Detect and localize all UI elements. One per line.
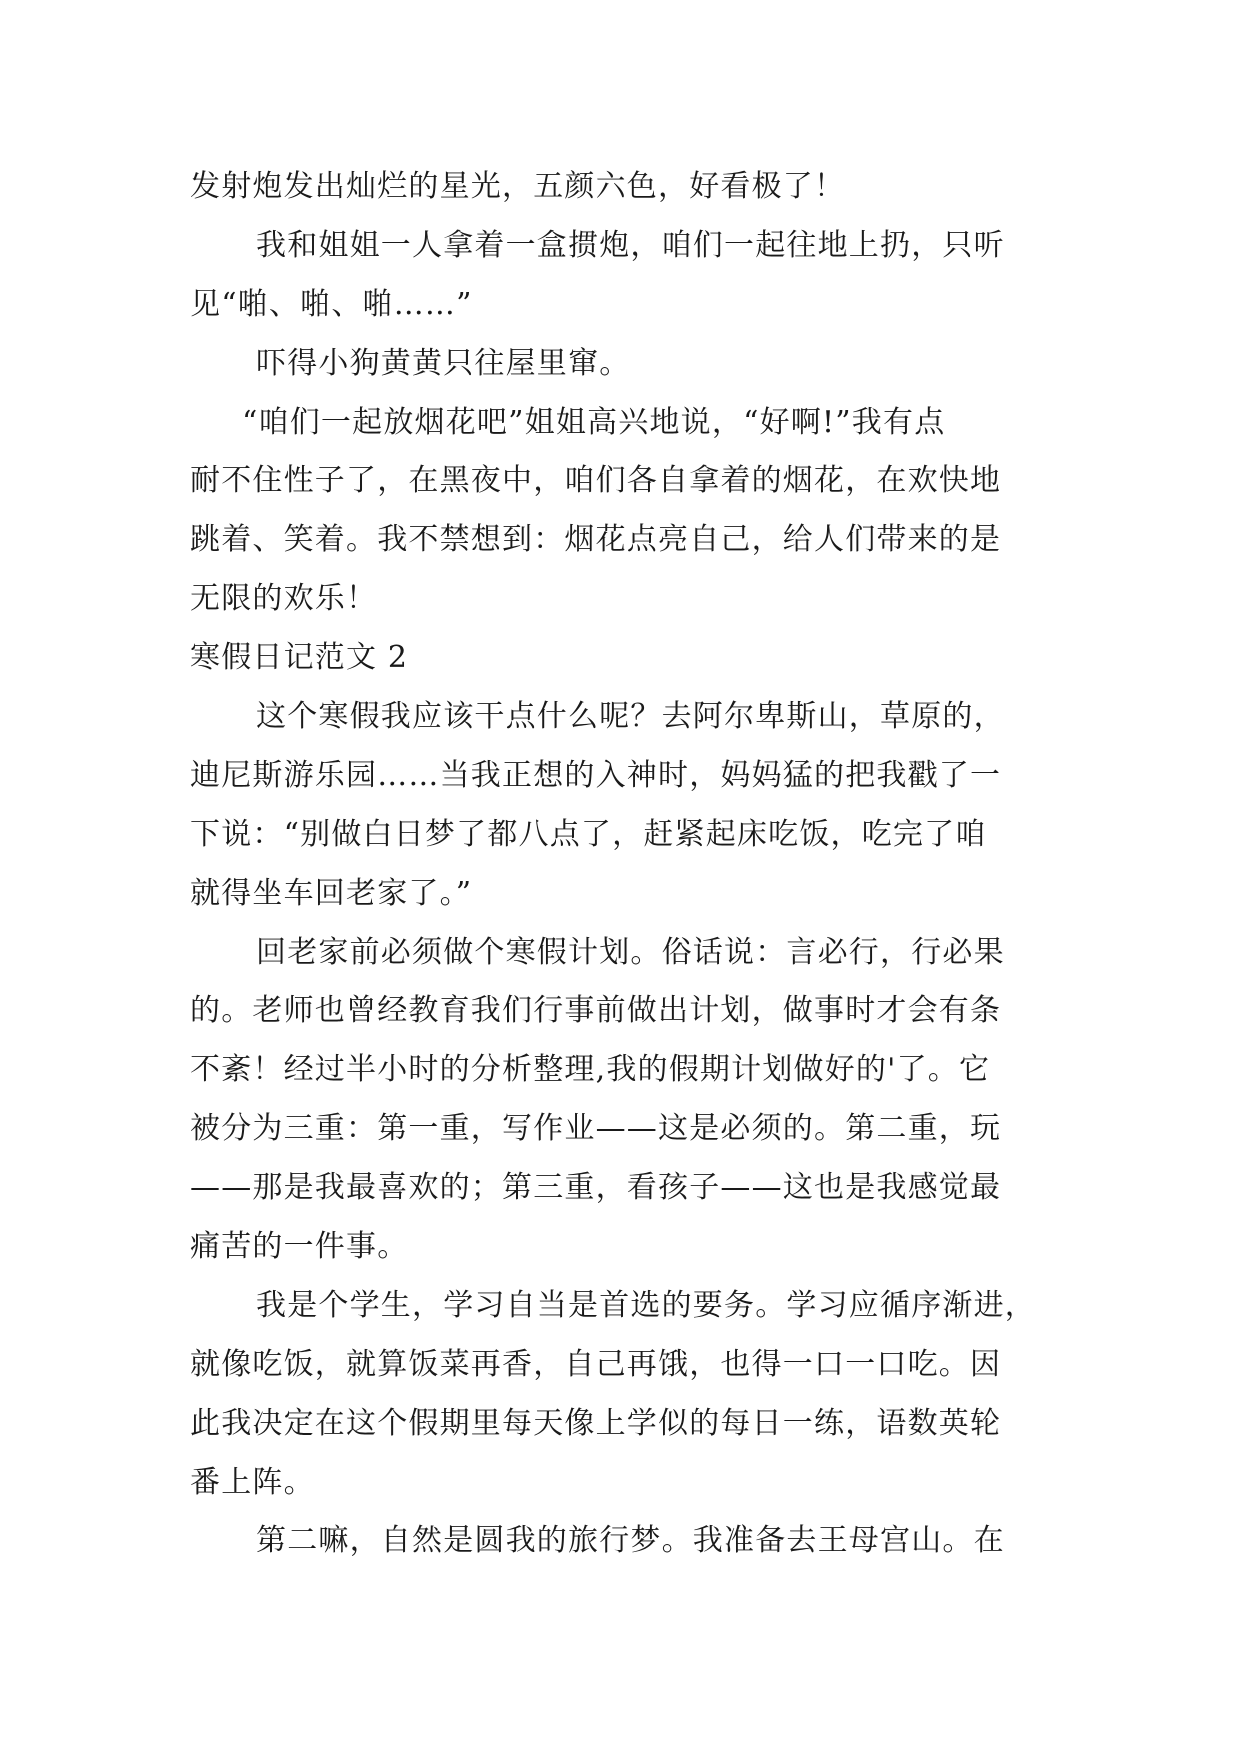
text-line: 就得坐车回老家了。” — [190, 875, 473, 911]
text-line: “咱们一起放烟花吧”姐姐高兴地说，“好啊!”我有点 — [242, 404, 946, 440]
text-line: 不紊！经过半小时的分析整理,我的假期计划做好的'了。它 — [190, 1052, 991, 1088]
text-line: 这个寒假我应该干点什么呢？去阿尔卑斯山，草原的， — [256, 699, 1005, 735]
text-line: 下说：“别做白日梦了都八点了，赶紧起床吃饭，吃完了咱 — [190, 816, 987, 852]
text-line: 回老家前必须做个寒假计划。俗话说：言必行，行必果 — [256, 934, 1005, 970]
text-line: 吓得小狗黄黄只往屋里窜。 — [256, 345, 631, 381]
text-line: 耐不住性子了，在黑夜中，咱们各自拿着的烟花，在欢快地 — [190, 463, 1002, 499]
document-body — [190, 158, 1060, 1571]
text-line: 跳着、笑着。我不禁想到：烟花点亮自己，给人们带来的是 — [190, 522, 1002, 558]
text-line: 我和姐姐一人拿着一盒掼炮，咱们一起往地上扔，只听 — [256, 227, 1005, 263]
text-line: 发射炮发出灿烂的星光，五颜六色，好看极了！ — [190, 169, 846, 204]
text-line: 无限的欢乐！ — [190, 581, 378, 617]
text-line: 迪尼斯游乐园……当我正想的入神时，妈妈猛的把我戳了一 — [190, 757, 1002, 793]
section-heading: 寒假日记范文 2 — [190, 640, 409, 676]
text-line: ——那是我最喜欢的；第三重，看孩子——这也是我感觉最 — [190, 1170, 1002, 1206]
text-line: 的。老师也曾经教育我们行事前做出计划，做事时才会有条 — [190, 993, 1002, 1029]
text-line: 痛苦的一件事。 — [190, 1229, 409, 1265]
text-line: 第二嘛，自然是圆我的旅行梦。我准备去王母宫山。在 — [256, 1523, 1005, 1559]
text-line: 番上阵。 — [190, 1464, 315, 1500]
text-line: 见“啪、啪、啪……” — [190, 286, 473, 322]
text-line: 我是个学生，学习自当是首选的要务。学习应循序渐进， — [256, 1287, 1036, 1323]
text-line: 就像吃饭，就算饭菜再香，自己再饿，也得一口一口吃。因 — [190, 1346, 1002, 1382]
text-line: 此我决定在这个假期里每天像上学似的每日一练，语数英轮 — [190, 1405, 1002, 1441]
text-line: 被分为三重：第一重，写作业——这是必须的。第二重，玩 — [190, 1111, 1002, 1147]
